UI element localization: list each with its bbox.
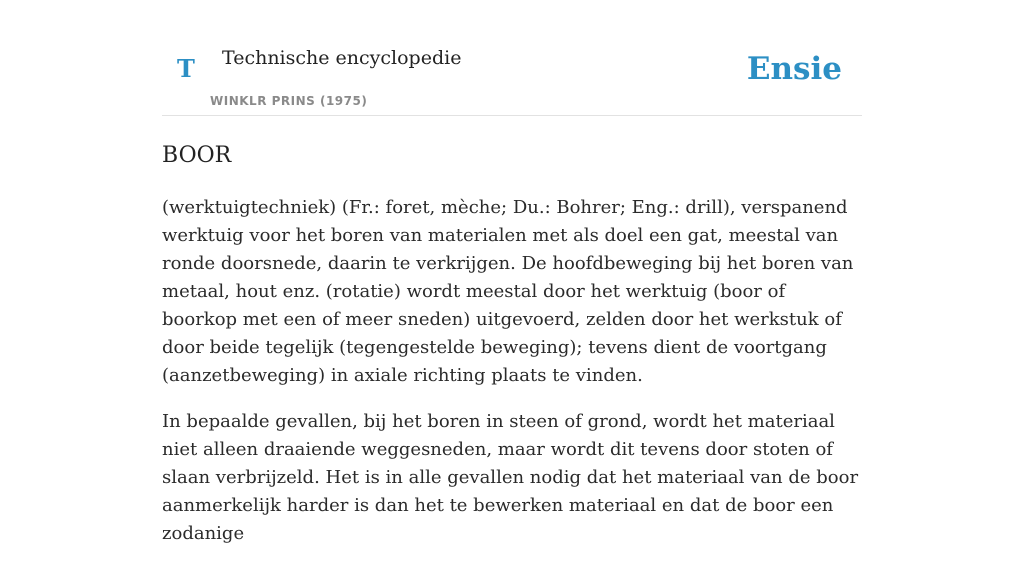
source-title-link[interactable]: Technische encyclopedie <box>222 47 462 69</box>
entry-paragraph: In bepaalde gevallen, bij het boren in steen of grond, wordt het materiaal niet alleen draaiende weggesneden, maar wordt dit tevens door stoten of slaan verbrijzeld. Het is in alle gevallen nodig dat het materiaal van de boor aanmerkelijk harder is dan het te bewerken materiaal en dat de boor een zodanige <box>162 411 859 544</box>
source-logo-icon[interactable]: T <box>177 54 195 83</box>
source-edition: WINKLR PRINS (1975) <box>210 94 368 108</box>
entry-body <box>162 194 862 548</box>
entry-paragraph: (werktuigtechniek) (Fr.: foret, mèche; Du.: Bohrer; Eng.: drill), verspanend werktuig voor het boren van materialen met als doel een gat, meestal van ronde doorsnede, daarin te verkrijgen. De hoofdbeweging bij het boren van metaal, hout enz. (rotatie) wordt meestal door het werktuig (boor of boorkop met een of meer sneden) uitgevoerd, zelden door het werkstuk of door beide tegelijk (tegengestelde beweging); tevens dient de voortgang (aanzetbeweging) in axiale richting plaats te vinden. <box>162 197 854 386</box>
entry-title: BOOR <box>162 143 232 168</box>
content-column <box>162 0 862 566</box>
source-header <box>162 0 862 116</box>
ensie-logo[interactable]: Ensie <box>746 51 842 87</box>
